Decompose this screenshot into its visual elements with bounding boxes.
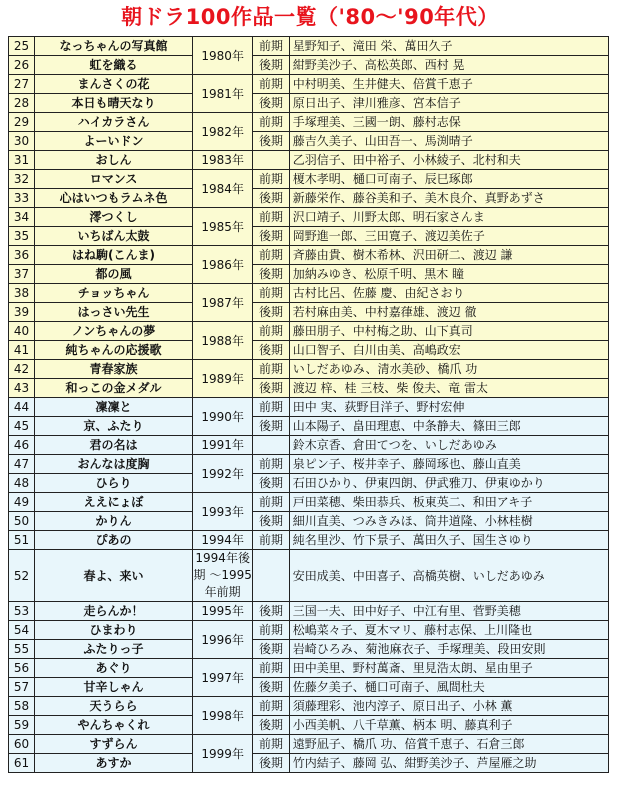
drama-title: ふたりっ子: [34, 640, 192, 659]
cast-list: 泉ピン子、桜井幸子、藤岡琢也、藤山直美: [289, 455, 608, 474]
broadcast-year: 1988年: [193, 322, 253, 360]
broadcast-term: 前期: [253, 322, 289, 341]
drama-table: [8, 36, 609, 773]
cast-list: 田中 実、荻野目洋子、野村宏伸: [289, 398, 608, 417]
broadcast-year: 1999年: [193, 735, 253, 773]
cast-list: 岩崎ひろみ、菊池麻衣子、手塚理美、段田安則: [289, 640, 608, 659]
cast-list: 古村比呂、佐藤 慶、由紀さおり: [289, 284, 608, 303]
cast-list: 純名里沙、竹下景子、萬田久子、国生さゆり: [289, 531, 608, 550]
broadcast-term: [253, 550, 289, 602]
broadcast-term: 後期: [253, 56, 289, 75]
broadcast-year: 1992年: [193, 455, 253, 493]
broadcast-year: 1994年: [193, 531, 253, 550]
table-row: [9, 227, 609, 246]
row-number: 43: [9, 379, 35, 398]
table-row: [9, 341, 609, 360]
drama-title: 天うらら: [34, 697, 192, 716]
broadcast-term: 前期: [253, 75, 289, 94]
table-row: [9, 360, 609, 379]
table-row: [9, 716, 609, 735]
row-number: 52: [9, 550, 35, 602]
drama-title: 和っこの金メダル: [34, 379, 192, 398]
row-number: 27: [9, 75, 35, 94]
cast-list: 佐藤夕美子、樋口可南子、風間杜夫: [289, 678, 608, 697]
drama-title: よーいドン: [34, 132, 192, 151]
broadcast-term: 後期: [253, 265, 289, 284]
broadcast-year: 1981年: [193, 75, 253, 113]
row-number: 59: [9, 716, 35, 735]
row-number: 49: [9, 493, 35, 512]
broadcast-term: 前期: [253, 697, 289, 716]
row-number: 46: [9, 436, 35, 455]
cast-list: 中村明美、生井健夫、倍賞千恵子: [289, 75, 608, 94]
cast-list: 手塚理美、三國一朗、藤村志保: [289, 113, 608, 132]
broadcast-term: 前期: [253, 246, 289, 265]
broadcast-year: 1985年: [193, 208, 253, 246]
row-number: 25: [9, 37, 35, 56]
table-row: [9, 113, 609, 132]
table-row: [9, 474, 609, 493]
cast-list: 新藤栄作、藤谷美和子、美木良介、真野あずさ: [289, 189, 608, 208]
row-number: 54: [9, 621, 35, 640]
table-row: [9, 75, 609, 94]
table-row: [9, 170, 609, 189]
row-number: 50: [9, 512, 35, 531]
table-row: [9, 303, 609, 322]
broadcast-year: 1995年: [193, 602, 253, 621]
page-title: 朝ドラ100作品一覧（'80〜'90年代）: [121, 5, 499, 29]
row-number: 58: [9, 697, 35, 716]
table-row: [9, 550, 609, 602]
cast-list: 原日出子、津川雅彦、宮本信子: [289, 94, 608, 113]
table-row: [9, 697, 609, 716]
broadcast-term: 前期: [253, 170, 289, 189]
table-row: [9, 189, 609, 208]
table-row: [9, 602, 609, 621]
row-number: 34: [9, 208, 35, 227]
broadcast-term: 前期: [253, 113, 289, 132]
row-number: 44: [9, 398, 35, 417]
drama-title: かりん: [34, 512, 192, 531]
drama-title: なっちゃんの写真館: [34, 37, 192, 56]
drama-title: ええにょぼ: [34, 493, 192, 512]
row-number: 41: [9, 341, 35, 360]
row-number: 47: [9, 455, 35, 474]
cast-list: 小西美帆、八千草薫、柄本 明、藤真利子: [289, 716, 608, 735]
drama-title: おしん: [34, 151, 192, 170]
row-number: 40: [9, 322, 35, 341]
drama-title: はっさい先生: [34, 303, 192, 322]
broadcast-term: 後期: [253, 754, 289, 773]
broadcast-term: 前期: [253, 735, 289, 754]
row-number: 39: [9, 303, 35, 322]
cast-list: 細川直美、つみきみほ、筒井道隆、小林桂樹: [289, 512, 608, 531]
row-number: 56: [9, 659, 35, 678]
table-row: [9, 659, 609, 678]
cast-list: 田中美里、野村萬斎、里見浩太朗、星由里子: [289, 659, 608, 678]
cast-list: 斉藤由貴、樹木希林、沢田研二、渡辺 謙: [289, 246, 608, 265]
broadcast-term: 後期: [253, 341, 289, 360]
row-number: 33: [9, 189, 35, 208]
table-row: [9, 398, 609, 417]
drama-title: ノンちゃんの夢: [34, 322, 192, 341]
drama-title: ひまわり: [34, 621, 192, 640]
drama-title: すずらん: [34, 735, 192, 754]
drama-title: 青春家族: [34, 360, 192, 379]
drama-title: 君の名は: [34, 436, 192, 455]
broadcast-year: 1980年: [193, 37, 253, 75]
broadcast-term: 前期: [253, 208, 289, 227]
row-number: 42: [9, 360, 35, 379]
drama-title: 本日も晴天なり: [34, 94, 192, 113]
table-row: [9, 436, 609, 455]
drama-title: ロマンス: [34, 170, 192, 189]
table-row: [9, 640, 609, 659]
cast-list: 沢口靖子、川野太郎、明石家さんま: [289, 208, 608, 227]
row-number: 51: [9, 531, 35, 550]
broadcast-term: 後期: [253, 132, 289, 151]
broadcast-term: 前期: [253, 37, 289, 56]
table-row: [9, 621, 609, 640]
cast-list: 乙羽信子、田中裕子、小林綾子、北村和夫: [289, 151, 608, 170]
drama-title: いちばん太鼓: [34, 227, 192, 246]
table-row: [9, 754, 609, 773]
drama-title: 甘辛しゃん: [34, 678, 192, 697]
broadcast-year: 1984年: [193, 170, 253, 208]
row-number: 55: [9, 640, 35, 659]
drama-title: あぐり: [34, 659, 192, 678]
broadcast-term: 前期: [253, 284, 289, 303]
table-row: [9, 151, 609, 170]
row-number: 31: [9, 151, 35, 170]
broadcast-term: 後期: [253, 303, 289, 322]
broadcast-year: 1996年: [193, 621, 253, 659]
table-row: [9, 246, 609, 265]
row-number: 38: [9, 284, 35, 303]
row-number: 35: [9, 227, 35, 246]
broadcast-term: 後期: [253, 512, 289, 531]
drama-title: おんなは度胸: [34, 455, 192, 474]
broadcast-year: 1997年: [193, 659, 253, 697]
table-row: [9, 132, 609, 151]
drama-title: ぴあの: [34, 531, 192, 550]
broadcast-term: 後期: [253, 640, 289, 659]
broadcast-term: 後期: [253, 716, 289, 735]
broadcast-term: 前期: [253, 360, 289, 379]
table-row: [9, 455, 609, 474]
drama-title: あすか: [34, 754, 192, 773]
cast-list: 戸田菜穂、柴田恭兵、板東英二、和田アキ子: [289, 493, 608, 512]
table-row: [9, 735, 609, 754]
table-row: [9, 208, 609, 227]
broadcast-term: 後期: [253, 417, 289, 436]
table-row: [9, 56, 609, 75]
drama-title: 純ちゃんの応援歌: [34, 341, 192, 360]
broadcast-term: 後期: [253, 678, 289, 697]
table-row: [9, 94, 609, 113]
drama-title: 春よ、来い: [34, 550, 192, 602]
drama-title: 心はいつもラムネ色: [34, 189, 192, 208]
row-number: 45: [9, 417, 35, 436]
row-number: 28: [9, 94, 35, 113]
cast-list: 竹内結子、藤岡 弘、紺野美沙子、芦屋雁之助: [289, 754, 608, 773]
drama-title: 都の風: [34, 265, 192, 284]
drama-title: 澪つくし: [34, 208, 192, 227]
cast-list: 安田成美、中田喜子、高橋英樹、いしだあゆみ: [289, 550, 608, 602]
cast-list: 三国一夫、田中好子、中江有里、菅野美穂: [289, 602, 608, 621]
table-row: [9, 284, 609, 303]
cast-list: 渡辺 梓、桂 三枝、柴 俊夫、竜 雷太: [289, 379, 608, 398]
cast-list: 岡野進一郎、三田寛子、渡辺美佐子: [289, 227, 608, 246]
drama-title: 走らんか！: [34, 602, 192, 621]
drama-title: 凜凜と: [34, 398, 192, 417]
broadcast-year: 1986年: [193, 246, 253, 284]
row-number: 48: [9, 474, 35, 493]
table-row: [9, 379, 609, 398]
cast-list: 須藤理彩、池内淳子、原日出子、小林 薫: [289, 697, 608, 716]
broadcast-term: 前期: [253, 455, 289, 474]
broadcast-year: 1993年: [193, 493, 253, 531]
row-number: 26: [9, 56, 35, 75]
row-number: 61: [9, 754, 35, 773]
broadcast-year: 1983年: [193, 151, 253, 170]
table-row: [9, 417, 609, 436]
drama-title: 京、ふたり: [34, 417, 192, 436]
cast-list: 山本陽子、畠田理恵、中条静夫、篠田三郎: [289, 417, 608, 436]
broadcast-term: 後期: [253, 474, 289, 493]
drama-title: チョッちゃん: [34, 284, 192, 303]
table-row: [9, 322, 609, 341]
cast-list: 石田ひかり、伊東四朗、伊武雅刀、伊東ゆかり: [289, 474, 608, 493]
drama-title: ハイカラさん: [34, 113, 192, 132]
drama-title: やんちゃくれ: [34, 716, 192, 735]
cast-list: 藤田朋子、中村梅之助、山下真司: [289, 322, 608, 341]
cast-list: 遠野凪子、橋爪 功、倍賞千恵子、石倉三郎: [289, 735, 608, 754]
cast-list: 紺野美沙子、高松英郎、西村 晃: [289, 56, 608, 75]
broadcast-term: [253, 436, 289, 455]
broadcast-term: 後期: [253, 227, 289, 246]
broadcast-term: 前期: [253, 493, 289, 512]
row-number: 60: [9, 735, 35, 754]
table-row: [9, 37, 609, 56]
broadcast-year: 1998年: [193, 697, 253, 735]
broadcast-term: [253, 151, 289, 170]
cast-list: 藤吉久美子、山田吾一、馬渕晴子: [289, 132, 608, 151]
broadcast-term: 前期: [253, 398, 289, 417]
drama-title: ひらり: [34, 474, 192, 493]
table-row: [9, 678, 609, 697]
row-number: 57: [9, 678, 35, 697]
broadcast-term: 前期: [253, 621, 289, 640]
drama-title: 虹を織る: [34, 56, 192, 75]
broadcast-term: 後期: [253, 602, 289, 621]
row-number: 53: [9, 602, 35, 621]
drama-title: はね駒(こんま): [34, 246, 192, 265]
cast-list: 榎木孝明、樋口可南子、辰巳琢郎: [289, 170, 608, 189]
table-row: [9, 265, 609, 284]
table-row: [9, 512, 609, 531]
drama-title: まんさくの花: [34, 75, 192, 94]
table-row: [9, 531, 609, 550]
broadcast-year: 1990年: [193, 398, 253, 436]
cast-list: 加納みゆき、松原千明、黒木 瞳: [289, 265, 608, 284]
row-number: 36: [9, 246, 35, 265]
broadcast-year: 1987年: [193, 284, 253, 322]
broadcast-year: 1982年: [193, 113, 253, 151]
broadcast-term: 後期: [253, 189, 289, 208]
cast-list: 鈴木京香、倉田てつを、いしだあゆみ: [289, 436, 608, 455]
table-row: [9, 493, 609, 512]
row-number: 37: [9, 265, 35, 284]
cast-list: いしだあゆみ、清水美砂、橋爪 功: [289, 360, 608, 379]
cast-list: 若村麻由美、中村嘉葎雄、渡辺 徹: [289, 303, 608, 322]
cast-list: 山口智子、白川由美、高嶋政宏: [289, 341, 608, 360]
broadcast-term: 前期: [253, 531, 289, 550]
row-number: 30: [9, 132, 35, 151]
broadcast-term: 後期: [253, 94, 289, 113]
broadcast-year: 1994年後期 〜1995年前期: [193, 550, 253, 602]
row-number: 29: [9, 113, 35, 132]
broadcast-year: 1989年: [193, 360, 253, 398]
row-number: 32: [9, 170, 35, 189]
broadcast-year: 1991年: [193, 436, 253, 455]
broadcast-term: 前期: [253, 659, 289, 678]
cast-list: 松嶋菜々子、夏木マリ、藤村志保、上川隆也: [289, 621, 608, 640]
cast-list: 星野知子、滝田 栄、萬田久子: [289, 37, 608, 56]
broadcast-term: 後期: [253, 379, 289, 398]
